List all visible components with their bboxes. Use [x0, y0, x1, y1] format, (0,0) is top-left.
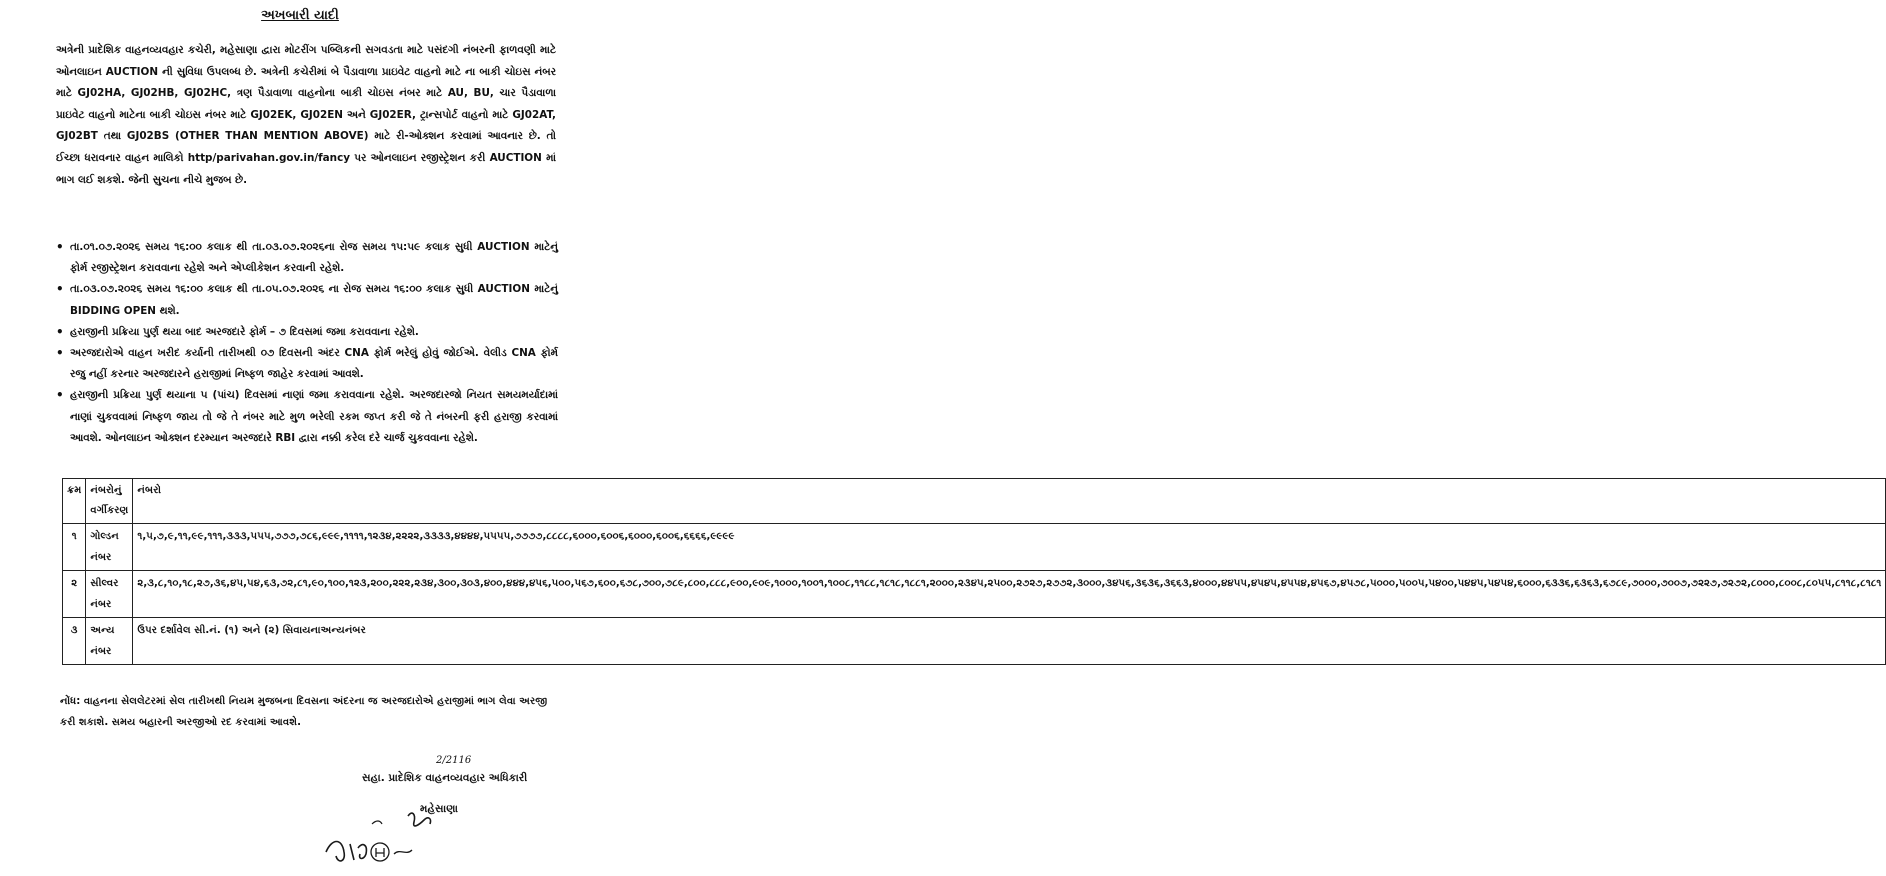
cell-category: અન્ય નંબર: [86, 618, 133, 665]
cell-serial: ૧: [63, 524, 86, 571]
document-title: અખબારી યાદી: [261, 8, 339, 23]
cell-numbers: ઉપર દર્શાવેલ સી.નં. (૧) અને (૨) સિવાયનાઅન્યનંબર: [133, 618, 1886, 665]
cell-serial: ૨: [63, 571, 86, 618]
instruction-item: • અરજદારોએ વાહન ખરીદ કર્યાની તારીખથી ૦૭ દિવસની અંદર CNA ફોર્મ ભરેલું હોવું જોઈએ. વેલીડ CNA ફોર્મ રજુ નહીં કરનાર અરજદારને હરાજીમાં નિષ્ફળ જાહેર કરવામાં આવશે.: [56, 343, 558, 385]
cell-serial: ૩: [63, 618, 86, 665]
official-title: સહા. પ્રાદેશિક વાહનવ્યવહાર અધિકારી: [362, 772, 528, 784]
intro-text: અત્રેની પ્રાદેશિક વાહનવ્યવહાર કચેરી, મહેસાણા દ્વારા મોટરીંગ પબ્લિકની સગવડતા માટે પસંદગી નંબરની ફાળવણી માટે ઓનલાઇન AUCTION ની સુવિધા ઉપલબ્ધ છે. અત્રેની કચેરીમાં બે પૈડાવાળા પ્રાઇવેટ વાહનો માટે ના બાકી ચોઇસ નંબર માટે GJ02HA, GJ02HB, GJ02HC, ત્રણ પૈડાવાળા વાહનોના બાકી ચોઇસ નંબર માટે AU, BU, ચાર પૈડાવાળા પ્રાઇવેટ વાહનો માટેના બાકી ચોઇસ નંબર માટે GJ02EK, GJ02EN અને GJ02ER, ટ્રાન્સપોર્ટ વાહનો માટે GJ02AT, GJ02BT તથા GJ02BS (OTHER THAN MENTION ABOVE) માટે રી-ઓક્શન કરવામાં આવનાર છે. તો ઈચ્છા ધરાવનાર વાહન માલિકો http/parivahan.gov.in/fancy પર ઓનલાઇન રજીસ્ટ્રેશન કરી AUCTION માં ભાગ લઈ શકશે. જેની સુચના નીચે મુજબ છે.: [56, 44, 556, 186]
header-numbers: નંબરો: [133, 479, 1886, 524]
instruction-list: [56, 237, 558, 449]
cell-category: ગોલ્ડન નંબર: [86, 524, 133, 571]
cell-numbers: ૨,૩,૮,૧૦,૧૮,૨૭,૩૬,૪૫,૫૪,૬૩,૭૨,૮૧,૯૦,૧૦૦,૧૨૩,૨૦૦,૨૨૨,૨૩૪,૩૦૦,૩૦૩,૪૦૦,૪૪૪,૪૫૬,૫૦૦,૫૬૭,૬૦૦,૬૭૮,૭૦૦,૭૮૯,૮૦૦,૮૮૮,૯૦૦,૯૦૯,૧૦૦૦,૧૦૦૧,૧૦૦૮,૧૧૮૮,૧૮૧૮,૧૮૮૧,૨૦૦૦,૨૩૪૫,૨૫૦૦,૨૭૨૭,૨૭૭૨,૩૦૦૦,૩૪૫૬,૩૬૩૬,૩૬૬૩,૪૦૦૦,૪૪૫૫,૪૫૪૫,૪૫૫૪,૪૫૬૭,૪૫૭૮,૫૦૦૦,૫૦૦૫,૫૪૦૦,૫૪૪૫,૫૪૫૪,૬૦૦૦,૬૩૩૬,૬૩૬૩,૬૭૮૯,૭૦૦૦,૭૦૦૭,૭૨૨૭,૭૨૭૨,૮૦૦૦,૮૦૦૮,૮૦૫૫,૮૧૧૮,૮૧૮૧: [133, 571, 1886, 618]
header-category: નંબરોનું વર્ગીકરણ: [86, 479, 133, 524]
instruction-item: • હરાજીની પ્રક્રિયા પુર્ણ થયા બાદ અરજદારે ફોર્મ – ૭ દિવસમાં જમા કરાવવાના રહેશે.: [56, 322, 558, 343]
number-category-table: [62, 478, 1886, 665]
table-row: [63, 571, 1886, 618]
instruction-item: • તા.૦૩.૦૭.૨૦૨૬ સમય ૧૬:૦૦ કલાક થી તા.૦૫.૦૭.૨૦૨૬ ના રોજ સમય ૧૬:૦૦ કલાક સુધી AUCTION માટેનું BIDDING OPEN થશે.: [56, 279, 558, 321]
cell-numbers: ૧,૫,૭,૯,૧૧,૯૯,૧૧૧,૩૩૩,૫૫૫,૭૭૭,૭૮૬,૯૯૯,૧૧૧૧,૧૨૩૪,૨૨૨૨,૩૩૩૩,૪૪૪૪,૫૫૫૫,૭૭૭૭,૮૮૮૮,૬૦૦૦,૬૦૦૬,૬૦૦૦,૬૦૦૬,૬૬૬૬,૯૯૯૯: [133, 524, 1886, 571]
table-row: [63, 618, 1886, 665]
table-header-row: [63, 479, 1886, 524]
note-text: નોંધ: વાહનના સેલલેટરમાં સેલ તારીખથી નિયમ મુજબના દિવસના અંદરના જ અરજદારોએ હરાજીમાં ભાગ લેવા અરજી કરી શકાશે. સમય બહારની અરજીઓ રદ કરવામાં આવશે.: [60, 696, 548, 728]
official-place: મહેસાણા: [420, 803, 459, 815]
handwritten-signature: [320, 808, 440, 870]
table-row: [63, 524, 1886, 571]
instruction-item: • હરાજીની પ્રક્રિયા પુર્ણ થયાના ૫ (પાંચ) દિવસમાં નાણાં જમા કરાવવાના રહેશે. અરજદારજો નિયત સમયમર્યાદામાં નાણાં ચુકવવામાં નિષ્ફળ જાય તો જે તે નંબર માટે મુળ ભરેલી રકમ જપ્ત કરી જે તે નંબરની ફરી હરાજી કરવામાં આવશે. ઓનલાઇન ઓક્શન દરમ્યાન અરજદારે RBI દ્વારા નક્કી કરેલ દરે ચાર્જ ચુકવવાના રહેશે.: [56, 385, 558, 449]
cell-category: સીલ્વર નંબર: [86, 571, 133, 618]
header-serial: ક્રમ: [63, 479, 86, 524]
intro-paragraph: [56, 40, 556, 191]
signature-date: 2/2116: [436, 755, 472, 766]
instruction-item: • તા.૦૧.૦૭.૨૦૨૬ સમય ૧૬:૦૦ કલાક થી તા.૦૩.૦૭.૨૦૨૬ના રોજ સમય ૧૫:૫૯ કલાક સુધી AUCTION માટેનું ફોર્મ રજીસ્ટ્રેશન કરાવવાના રહેશે અને એપ્લીકેશન કરવાની રહેશે.: [56, 237, 558, 279]
